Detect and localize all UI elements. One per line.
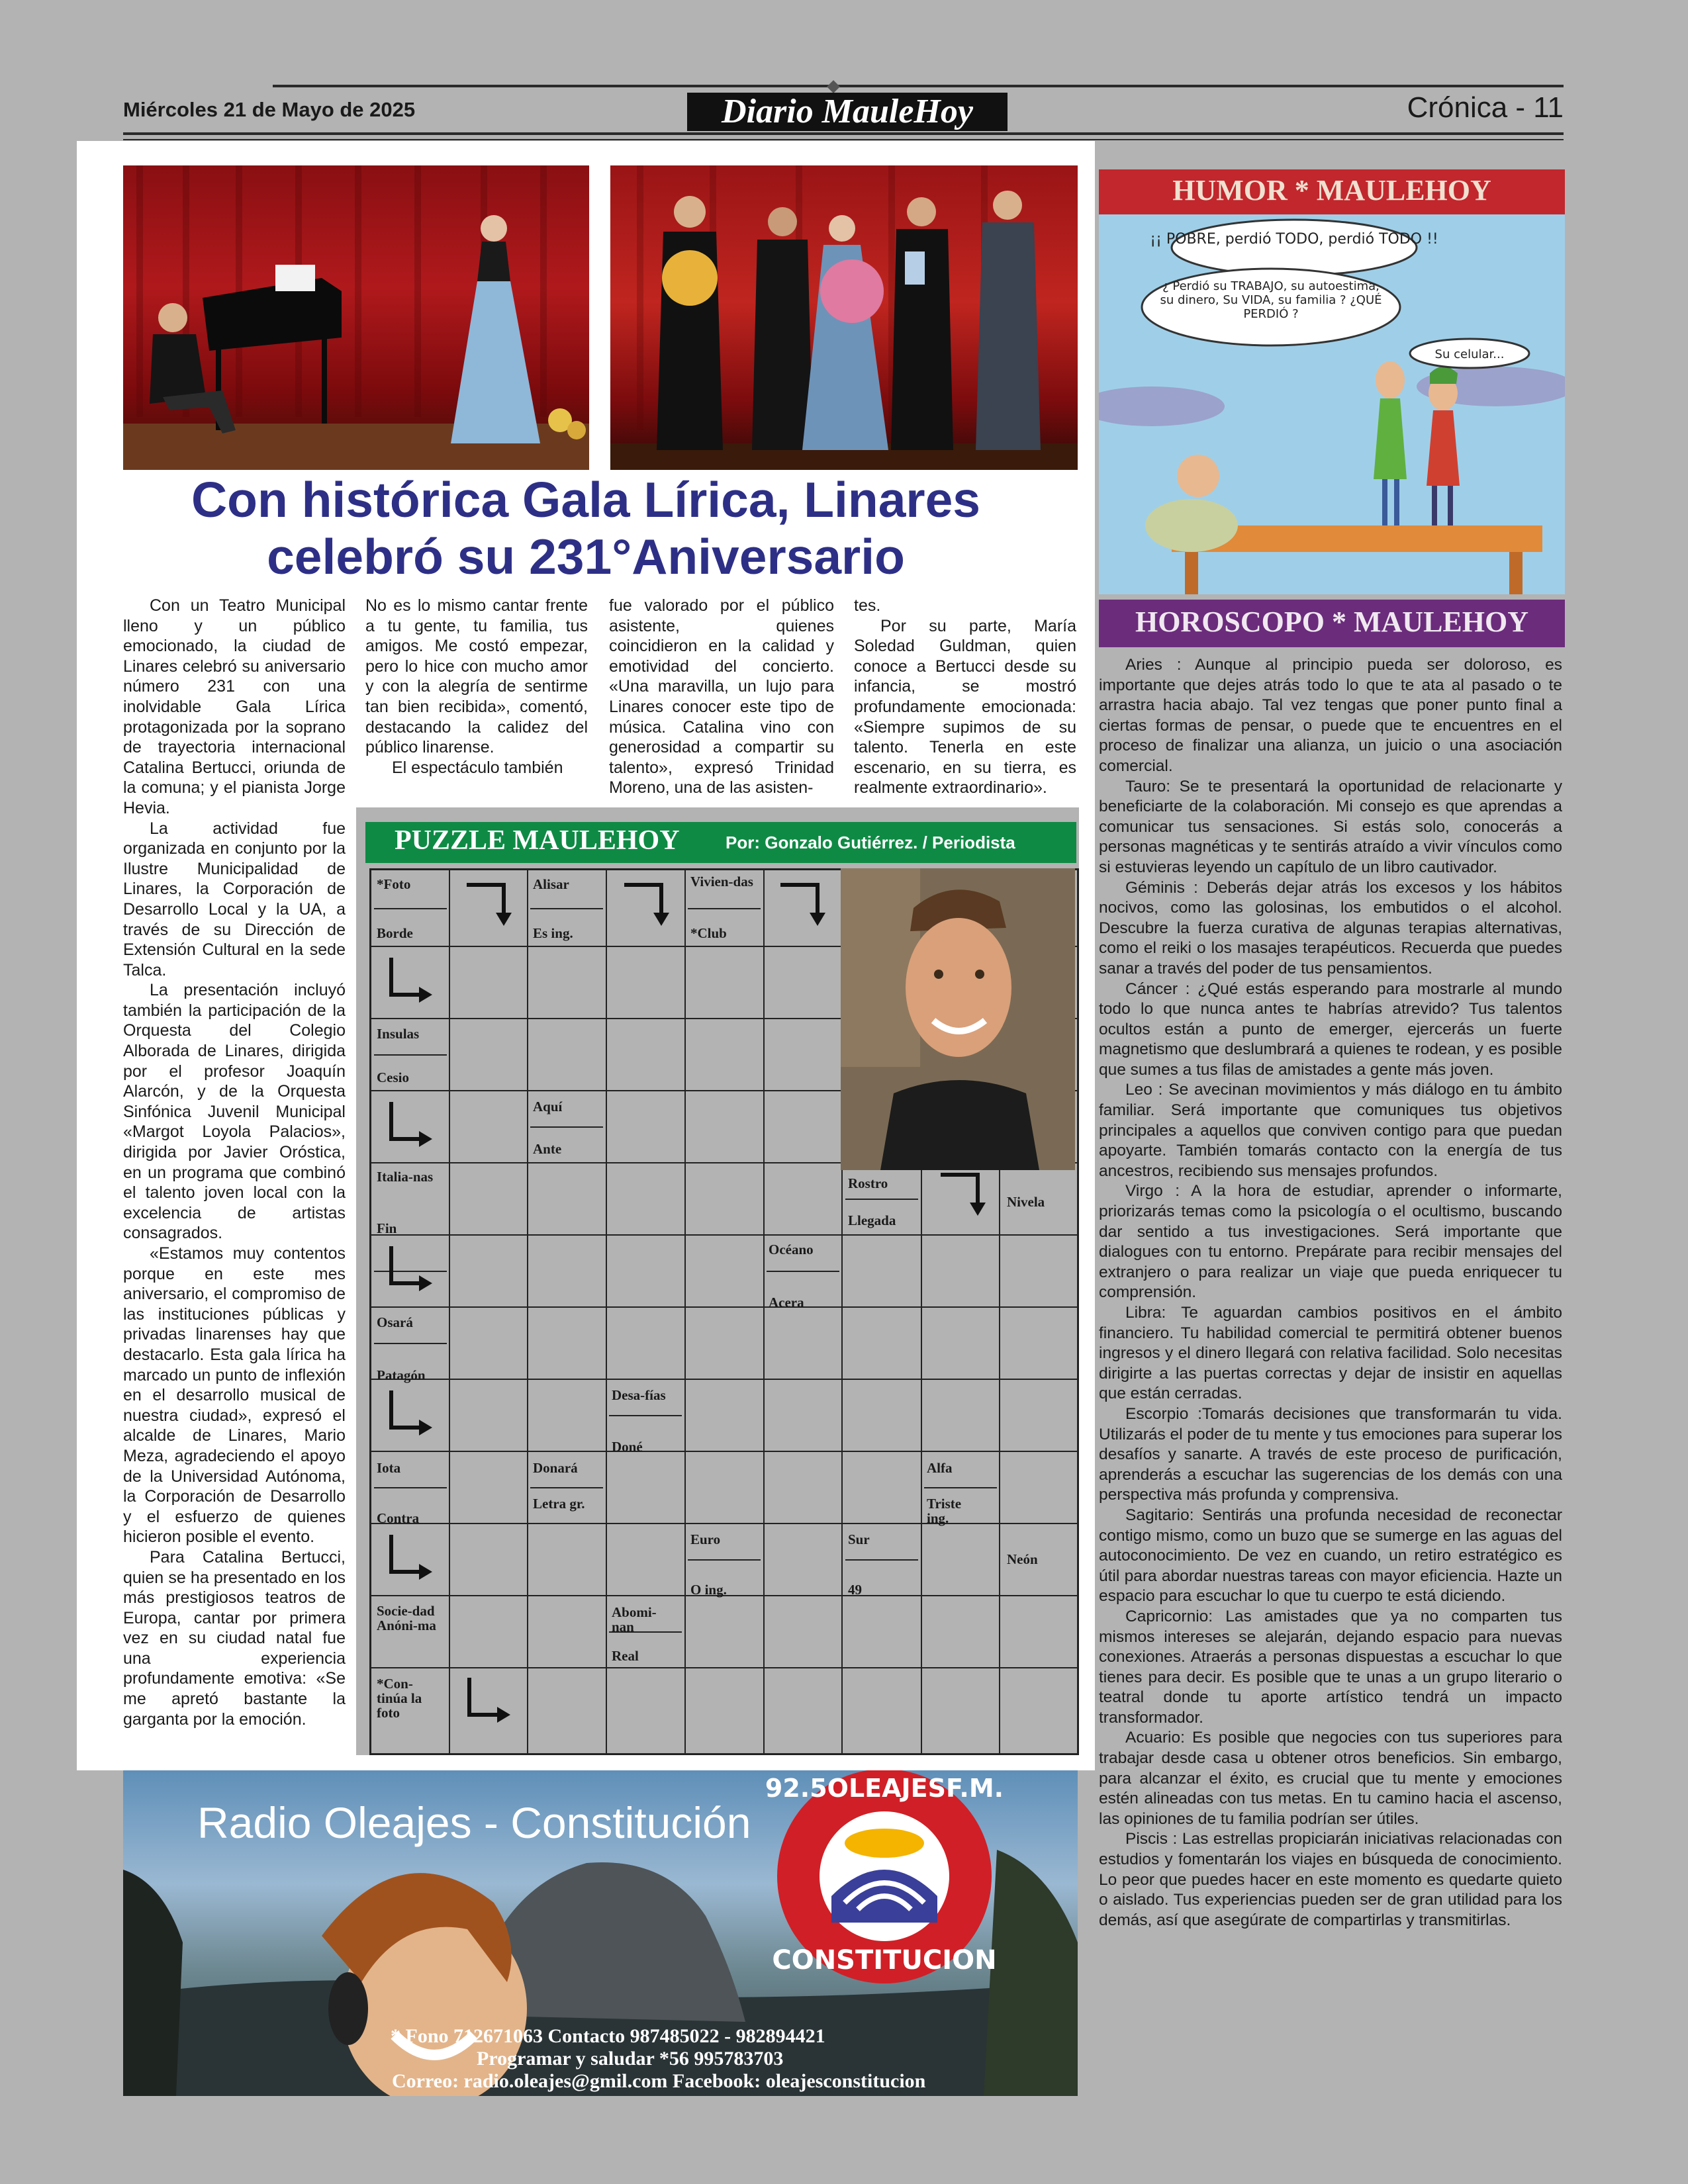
arrow-right-icon — [385, 1388, 438, 1441]
horoscope-aries: Aries : Aunque al principio pueda ser doloroso, es importante que dejes atrás todo lo que te ata al pasado o te arrastra hacia abajo. Tal vez tengas que poner punto final a ciertas formas de pensar, o puede que te encuentres en el proceso de finalizar una alianza, un juicio o una asociación comercial. — [1099, 656, 1562, 775]
horoscope-virgo: Virgo : A la hora de estudiar, aprender o informarte, priorizarás temas como la psicología o el ocultismo, buscando dar sentido a tus investigaciones. Será importante que dialogues con tu entorno. Prepárate para recibir mensajes del extranjero o para realizar un viaje que pueda enriquecer tu comprensión. — [1099, 1182, 1562, 1302]
header-rule-top — [273, 85, 1564, 87]
puzzle-title: PUZZLE MAULEHOY — [395, 825, 680, 856]
radio-ad-phones: * Fono 712671063 Contacto 987485022 - 982894421 — [391, 2025, 825, 2047]
clue-done: Doné — [612, 1439, 643, 1455]
horoscope-text — [1099, 655, 1562, 1931]
horoscope-piscis: Piscis : Las estrellas propiciarán iniciativas relacionadas con estudios y fomentarán los viajes en búsqueda de conocimiento. Lo peor que puedes hacer en este momento es quedarte quieto o aislado. Tus experiencias pueden ser de gran utilidad para los demás, así que asegúrate de compartirlas y transmitirlas. — [1099, 1830, 1562, 1929]
clue-rostro: Rostro — [848, 1175, 888, 1191]
humor-cartoon — [1099, 214, 1565, 594]
soprano-head — [481, 215, 507, 242]
clue-sur: Sur — [848, 1531, 870, 1547]
article-paragraph: Con un Teatro Municipal lleno y un público emocionado, la ciudad de Linares celebró su aniversario número 231 con una inolvidable Gala Lírica protagonizada por la soprano de trayectoria internacional Catalina Bertucci, oriunda de la comuna; y el pianista Jorge Hevia. — [123, 596, 346, 817]
article-paragraph: La actividad fue organizada en conjunto por la Ilustre Municipalidad de Linares, la Corporación de Desarrollo Local y la UA, a través de su Dirección de Extensión Cultural en la sede Talca. — [123, 819, 346, 979]
article-paragraph: No es lo mismo cantar frente a tu gente, tu familia, tus amigos. Me costó empezar, pero lo hice con mucho amor y con la alegría de sentirme tan bien recibida», comentó, destacando la calidez del público linarense. — [365, 596, 588, 757]
horoscope-tauro: Tauro: Se te presentará la oportunidad de relacionarte y beneficiarte de la colaboración. Mi consejo es que aprendas a comunicar tus sensaciones. Si estás solo, conocerás a personas magnéticas y te sentirás atraído a vivir vínculos como si estuvieras leyendo un capítulo de un libro cautivador. — [1099, 777, 1562, 876]
bouquet-2 — [820, 259, 884, 323]
sad-man — [1145, 499, 1238, 552]
person-5-head — [993, 191, 1022, 220]
bubble-3-text: Su celular... — [1434, 347, 1505, 361]
horoscope-libra: Libra: Te aguardan cambios positivos en el ámbito financiero. Tu habilidad comercial te permitirá obtener buenos ingresos y el dinero llegará con relativa facilidad. Solo necesitas dirigirte a las puertas correctas y dejar de insistir en aquellas que están cerradas. — [1099, 1304, 1562, 1403]
photo-group-bouquets — [610, 165, 1078, 470]
headline-line-2: celebró su 231°Aniversario — [267, 529, 905, 584]
clue-club: *Club — [690, 925, 727, 941]
bouquet-1 — [662, 250, 718, 306]
clue-osara: Osará — [377, 1314, 413, 1330]
headphones-icon — [328, 1972, 368, 2045]
photo-pianist-soprano-drawing — [123, 165, 589, 470]
arrow-down-icon — [778, 878, 831, 931]
arrow-right-icon — [385, 1532, 438, 1585]
speech-bubble-2 — [1142, 269, 1400, 345]
award-plaque — [905, 251, 925, 285]
clue-foto: *Foto — [377, 876, 411, 892]
clue-continua-la-foto: *Con-tinúa la foto — [377, 1676, 422, 1721]
clue-sociedad-anonima: Socie-dad Anóni-ma — [377, 1603, 436, 1633]
sheet-music — [275, 265, 315, 291]
cartoon-drawing — [1099, 214, 1565, 594]
article-column-3 — [609, 596, 834, 798]
clue-donara: Donará — [533, 1460, 578, 1476]
clue-fin: Fin — [377, 1220, 397, 1236]
article-column-1 — [123, 596, 346, 1729]
logo-top-text: 92.5OLEAJESF.M. — [765, 1774, 1004, 1803]
clue-patagon: Patagón — [377, 1367, 426, 1383]
clue-49: 49 — [848, 1582, 862, 1598]
soprano-dress — [451, 281, 540, 443]
article-column-4 — [854, 596, 1076, 798]
person-3-head — [829, 215, 855, 242]
horoscope-acuario: Acuario: Es posible que negocies con tus superiores para trabajar desde casa u obtener otros beneficios. Sin embargo, para alcanzar el éxito, es crucial que tu mente y emociones estén alineadas con tus metas. En tu camino hacia el ascenso, las opiniones de tu familia podrían ser útiles. — [1099, 1729, 1562, 1828]
clue-viviendas: Vivien-das — [690, 874, 753, 889]
bubble-1-text: ¡¡ POBRE, perdió TODO, perdió TODO !! — [1150, 231, 1438, 248]
radio-logo — [765, 1770, 1004, 1983]
clue-oceano: Océano — [769, 1242, 814, 1257]
face — [906, 918, 1011, 1057]
clue-alfa: Alfa — [927, 1460, 953, 1476]
horoscope-title: HOROSCOPO * MAULEHOY — [1135, 606, 1529, 638]
clue-cesio: Cesio — [377, 1069, 409, 1085]
article-paragraph: El espectáculo también — [392, 758, 563, 777]
clue-neon: Neón — [1007, 1551, 1038, 1567]
clue-o-ing: O ing. — [690, 1582, 727, 1598]
arrow-right-icon — [385, 1244, 438, 1297]
newspaper-logo: Diario MauleHoy — [687, 93, 1008, 131]
clue-es-ing: Es ing. — [533, 925, 573, 941]
clue-abominan: Abomi-nan — [612, 1604, 657, 1635]
person-2-head — [768, 207, 797, 236]
person-1-head — [674, 196, 706, 228]
clue-real: Real — [612, 1648, 639, 1664]
arrow-right-icon — [385, 955, 438, 1008]
arrow-down-icon — [464, 878, 517, 931]
header-rule-bottom — [123, 132, 1564, 135]
horoscope-sagitario: Sagitario: Sentirás una profunda necesidad de reconectar contigo mismo, como un buzo que se sumerge en las aguas del autoconocimiento. De vez en cuando, un retiro estratégico es útil para abordar nuestras tareas con mayor eficiencia. Hazte un espacio para escuchar lo que tu cuerpo te está diciendo. — [1099, 1506, 1562, 1606]
horoscope-geminis: Géminis : Deberás dejar atrás los excesos y los hábitos nocivos, como las golosinas, los embutidos o el alcohol. Descubre la fuerza curativa de algunas terapias alternativas, como el reiki o los masajes terapéuticos. Recuerda que puedes sanar a través del poder de tus pensamientos. — [1099, 878, 1562, 978]
clue-iota: Iota — [377, 1460, 401, 1476]
arrow-right-icon — [463, 1675, 516, 1728]
header-rule-bottom-thin — [123, 139, 1564, 140]
article-paragraph: tes. — [854, 596, 881, 615]
article-paragraph: fue valorado por el público asistente, quienes coincidieron en la calidad y emotividad del concierto. «Una maravilla, un lujo para Linares conocer este tipo de música. Catalina vino con generosidad a compartir su talento», expresó Trinidad Moreno, una de las asisten- — [609, 596, 834, 797]
photo-group-bouquets-drawing — [610, 165, 1078, 470]
clue-ante: Ante — [533, 1141, 562, 1157]
horoscope-capricornio: Capricornio: Las amistades que ya no comparten tus mismos intereses se alejarán, dejando espacio para nuevas conexiones. Atraerás a personas dispuestas a escuchar lo que tienes para decir. Es posible que te unas a un grupo literario o teatral donde tu aporte artístico tendrá un impacto transformador. — [1099, 1607, 1562, 1727]
headline-line-1: Con histórica Gala Lírica, Linares — [191, 472, 981, 527]
arrow-right-icon — [385, 1099, 438, 1152]
grand-piano — [203, 278, 342, 351]
article-paragraph: La presentación incluyó también la participación de la Orquesta del Colegio Alborada de Linares, dirigida por el profesor Joaquín Alarcón, y de la Orquesta Sinfónica Juvenil Municipal «Margot Loyola Palacios», dirigida por Javier Oróstica, en un programa que combinó el talento joven local con la excelencia de artistas consagrados. — [123, 981, 346, 1243]
clue-aqui: Aquí — [533, 1099, 563, 1115]
article-paragraph: «Estamos muy contentos porque en este mes aniversario, el compromiso de las instituciones públicas y privadas linarenses hay que destacarlo. Esta gala lírica ha marcado un punto de inflexión en el desarrollo musical de nuestra ciudad», expresó el alcalde de Linares, Mario Meza, agradeciendo el apoyo de la Universidad Autónoma, la Corporación de Desarrollo y el esfuerzo de quienes hicieron posible el evento. — [123, 1244, 346, 1547]
humor-title: HUMOR * MAULEHOY — [1172, 174, 1491, 206]
arrow-down-icon — [622, 878, 675, 931]
radio-ad-title: Radio Oleajes - Constitución — [197, 1798, 751, 1847]
radio-ad-greetings: Programar y saludar *56 995783703 — [477, 2048, 784, 2070]
puzzle-credit: Por: Gonzalo Gutiérrez. / Periodista — [726, 833, 1015, 852]
clue-llegada: Llegada — [848, 1212, 896, 1228]
puzzle-portrait-drawing — [841, 868, 1075, 1170]
issue-date: Miércoles 21 de Mayo de 2025 — [123, 98, 416, 121]
photo-pianist-soprano — [123, 165, 589, 470]
brand-ornament — [827, 80, 840, 93]
article-paragraph: Para Catalina Bertucci, quien se ha presentado en los más prestigiosos teatros de Europa, cantar por primera vez en su ciudad natal fue una experiencia profundamente emotiva: «Se me apretó bastante la garganta por la emoción. — [123, 1547, 346, 1729]
logo-bottom-text: CONSTITUCION — [772, 1945, 997, 1976]
arrow-down-icon — [938, 1168, 991, 1221]
bubble-2-text: ¿ Perdió su TRABAJO, su autoestima, su dinero, Su VIDA, su familia ? ¿QUÉ PERDIÓ ? — [1160, 279, 1382, 321]
shirt — [880, 1080, 1039, 1170]
article-column-2 — [365, 596, 588, 778]
horoscope-escorpio: Escorpio :Tomarás decisiones que transformarán tu vida. Utilizarás el poder de tu mente y tus emociones para superar los desafíos y sanarte. A través de este proceso de purificación, aprenderás a escuchar las sugerencias de los demás con una perspectiva más profunda y comprensiva. — [1099, 1404, 1562, 1504]
horoscope-cancer: Cáncer : ¿Qué estás esperando para mostrarle al mundo todo lo que nunca antes te habrías atrevido? Tus talentos ocultos están a punto de emerger, ejercerás un fuerte magnetismo que deslumbrará a quienes te rodean, y es posible que sumes a tus filas de amistades a gente más joven. — [1099, 979, 1562, 1079]
clue-triste-ing: Triste ing. — [927, 1496, 962, 1526]
pianist-head — [158, 303, 187, 332]
radio-ad-email-facebook: Correo: radio.oleajes@gmil.com Facebook: oleajesconstitucion — [392, 2070, 926, 2092]
article-paragraph: Por su parte, María Soledad Guldman, quien conoce a Bertucci desde su infancia, se mostró profundamente emocionada: «Siempre supimos de su talento. Tenerla en este escenario, en su tierra, es realmente extraordinario». — [854, 616, 1076, 797]
woman-head — [1376, 361, 1405, 398]
person-4-head — [907, 197, 936, 226]
clue-letra-gr: Letra gr. — [533, 1496, 585, 1512]
speech-bubble-3 — [1410, 339, 1529, 368]
horoscope-leo: Leo : Se avecinan movimientos y más diálogo en tu ámbito familiar. Será importante que comuniques tus objetivos principales a aquellos que conviven contigo para que puedan apoyarte. También tomarás contacto con la energía de tus ancestros, recibiendo sus mensajes profundos. — [1099, 1081, 1562, 1180]
article-headline — [99, 471, 1072, 585]
clue-euro: Euro — [690, 1531, 721, 1547]
clue-nivela: Nivela — [1007, 1194, 1045, 1210]
clue-borde: Borde — [377, 925, 413, 941]
clue-italianas: Italia-nas — [377, 1169, 434, 1185]
clue-acera: Acera — [769, 1295, 804, 1310]
clue-desafias: Desa-fías — [612, 1387, 666, 1403]
clue-insulas: Insulas — [377, 1026, 420, 1042]
puzzle-portrait-photo — [841, 868, 1075, 1170]
section-page-number: Crónica - 11 — [1407, 91, 1564, 124]
clue-alisar: Alisar — [533, 876, 569, 892]
clue-contra: Contra — [377, 1510, 420, 1526]
